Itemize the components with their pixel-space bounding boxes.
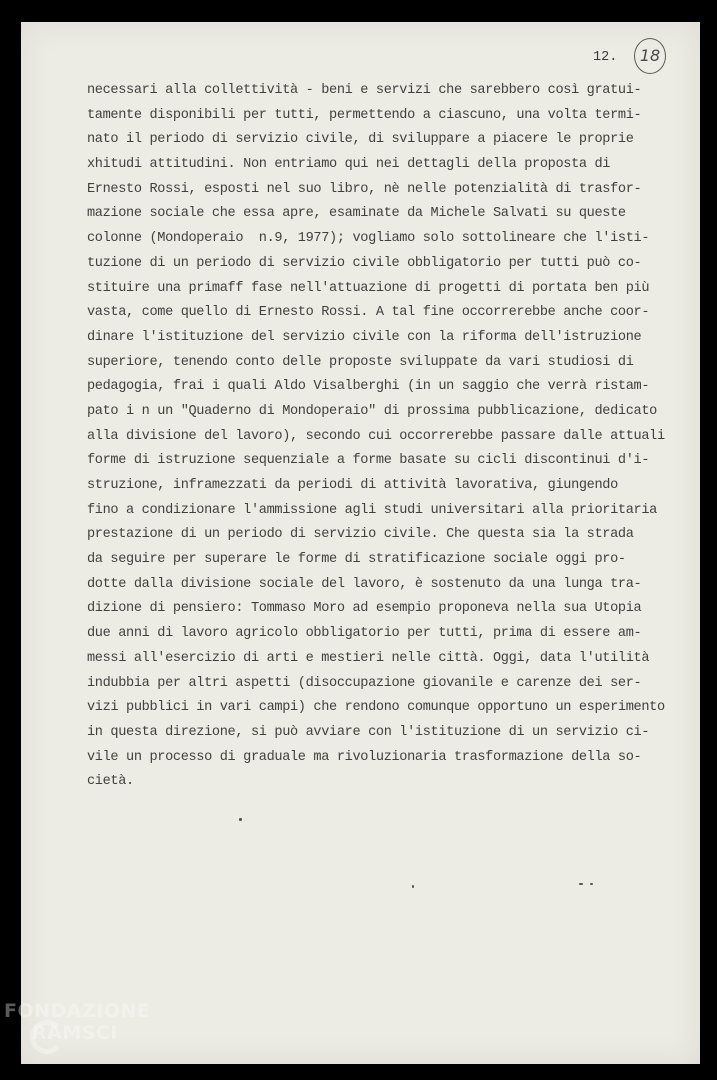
text-line: indubbia per altri aspetti (disoccupazione giovanile e carenze dei ser- [87,675,642,691]
text-line: vasta, come quello di Ernesto Rossi. A tal fine occorrerebbe anche coor- [87,305,650,321]
text-line: cietà. [87,774,134,790]
text-line: dizione di pensiero: Tommaso Moro ad esempio proponeva nella sua Utopia [87,601,642,617]
watermark-line2: RAMSCI [32,1022,118,1044]
text-line: in questa direzione, si può avviare con l'istituzione di un servizio ci- [87,724,650,740]
text-line: necessari alla collettività - beni e servizi che sarebbero così gratui- [87,83,642,98]
text-line: vizi pubblici in vari campi) che rendono comunque opportuno un esperimento [87,700,665,716]
text-line: nato il periodo di servizio civile, di sviluppare a piacere le proprie [87,132,634,148]
text-line: tuzione di un periodo di servizio civile obbligatorio per tutti può co- [87,255,642,271]
page-number: 12. [593,50,618,65]
text-line: Ernesto Rossi, esposti nel suo libro, nè nelle potenzialità di trasfor- [87,181,642,197]
text-line: pato i n un "Quaderno di Mondoperaio" di prossima pubblicazione, dedicato [87,403,657,419]
text-line: alla divisione del lavoro), secondo cui occorrerebbe passare dalle attuali [87,428,665,444]
text-line: dinare l'istituzione del servizio civile con la riforma dell'istruzione [87,329,642,345]
text-line: mazione sociale che essa apre, esaminate da Michele Salvati su queste [87,206,626,222]
text-line: messi all'esercizio di arti e mestieri nelle città. Oggi, data l'utilità [87,650,650,666]
text-line: due anni di lavoro agricolo obbligatorio per tutti, prima di essere am- [87,626,642,642]
text-line: fino a condizionare l'ammissione agli studi universitari alla prioritaria [87,502,657,518]
fondazione-gramsci-watermark [4,1000,150,1044]
text-line: tamente disponibili per tutti, permettendo a ciascuno, una volta termi- [87,107,642,123]
text-line: superiore, tenendo conto delle proposte sviluppate da vari studiosi di [87,354,634,370]
text-line: prestazione di un periodo di servizio civile. Che questa sia la strada [87,527,634,543]
text-line: da seguire per superare le forme di stratificazione sociale oggi pro- [87,552,626,568]
archive-page-number-stamp: 18 [634,38,666,74]
text-line: forme di istruzione sequenziale a forme basate su cicli discontinui d'i- [87,453,650,469]
text-line: stituire una primaff fase nell'attuazione di progetti di portata ben più [87,280,650,296]
text-line: pedagogia, frai i quali Aldo Visalberghi (in un saggio che verrà ristam- [87,379,650,395]
text-line: xhitudi attitudini. Non entriamo qui nei dettagli della proposta di [87,157,611,173]
text-line: colonne (Mondoperaio n.9, 1977); vogliamo solo sottolineare che l'isti- [87,231,650,247]
body-text [87,79,687,795]
text-line: vile un processo di graduale ma rivoluzionaria trasformazione della so- [87,749,642,765]
text-line: dotte dalla divisione sociale del lavoro, è sostenuto da una lunga tra- [87,576,642,592]
watermark-line1: FONDAZIONE [4,1000,151,1022]
text-line: struzione, inframezzati da periodi di attività lavorativa, giungendo [87,478,618,493]
watermark-g-icon [30,1020,64,1054]
